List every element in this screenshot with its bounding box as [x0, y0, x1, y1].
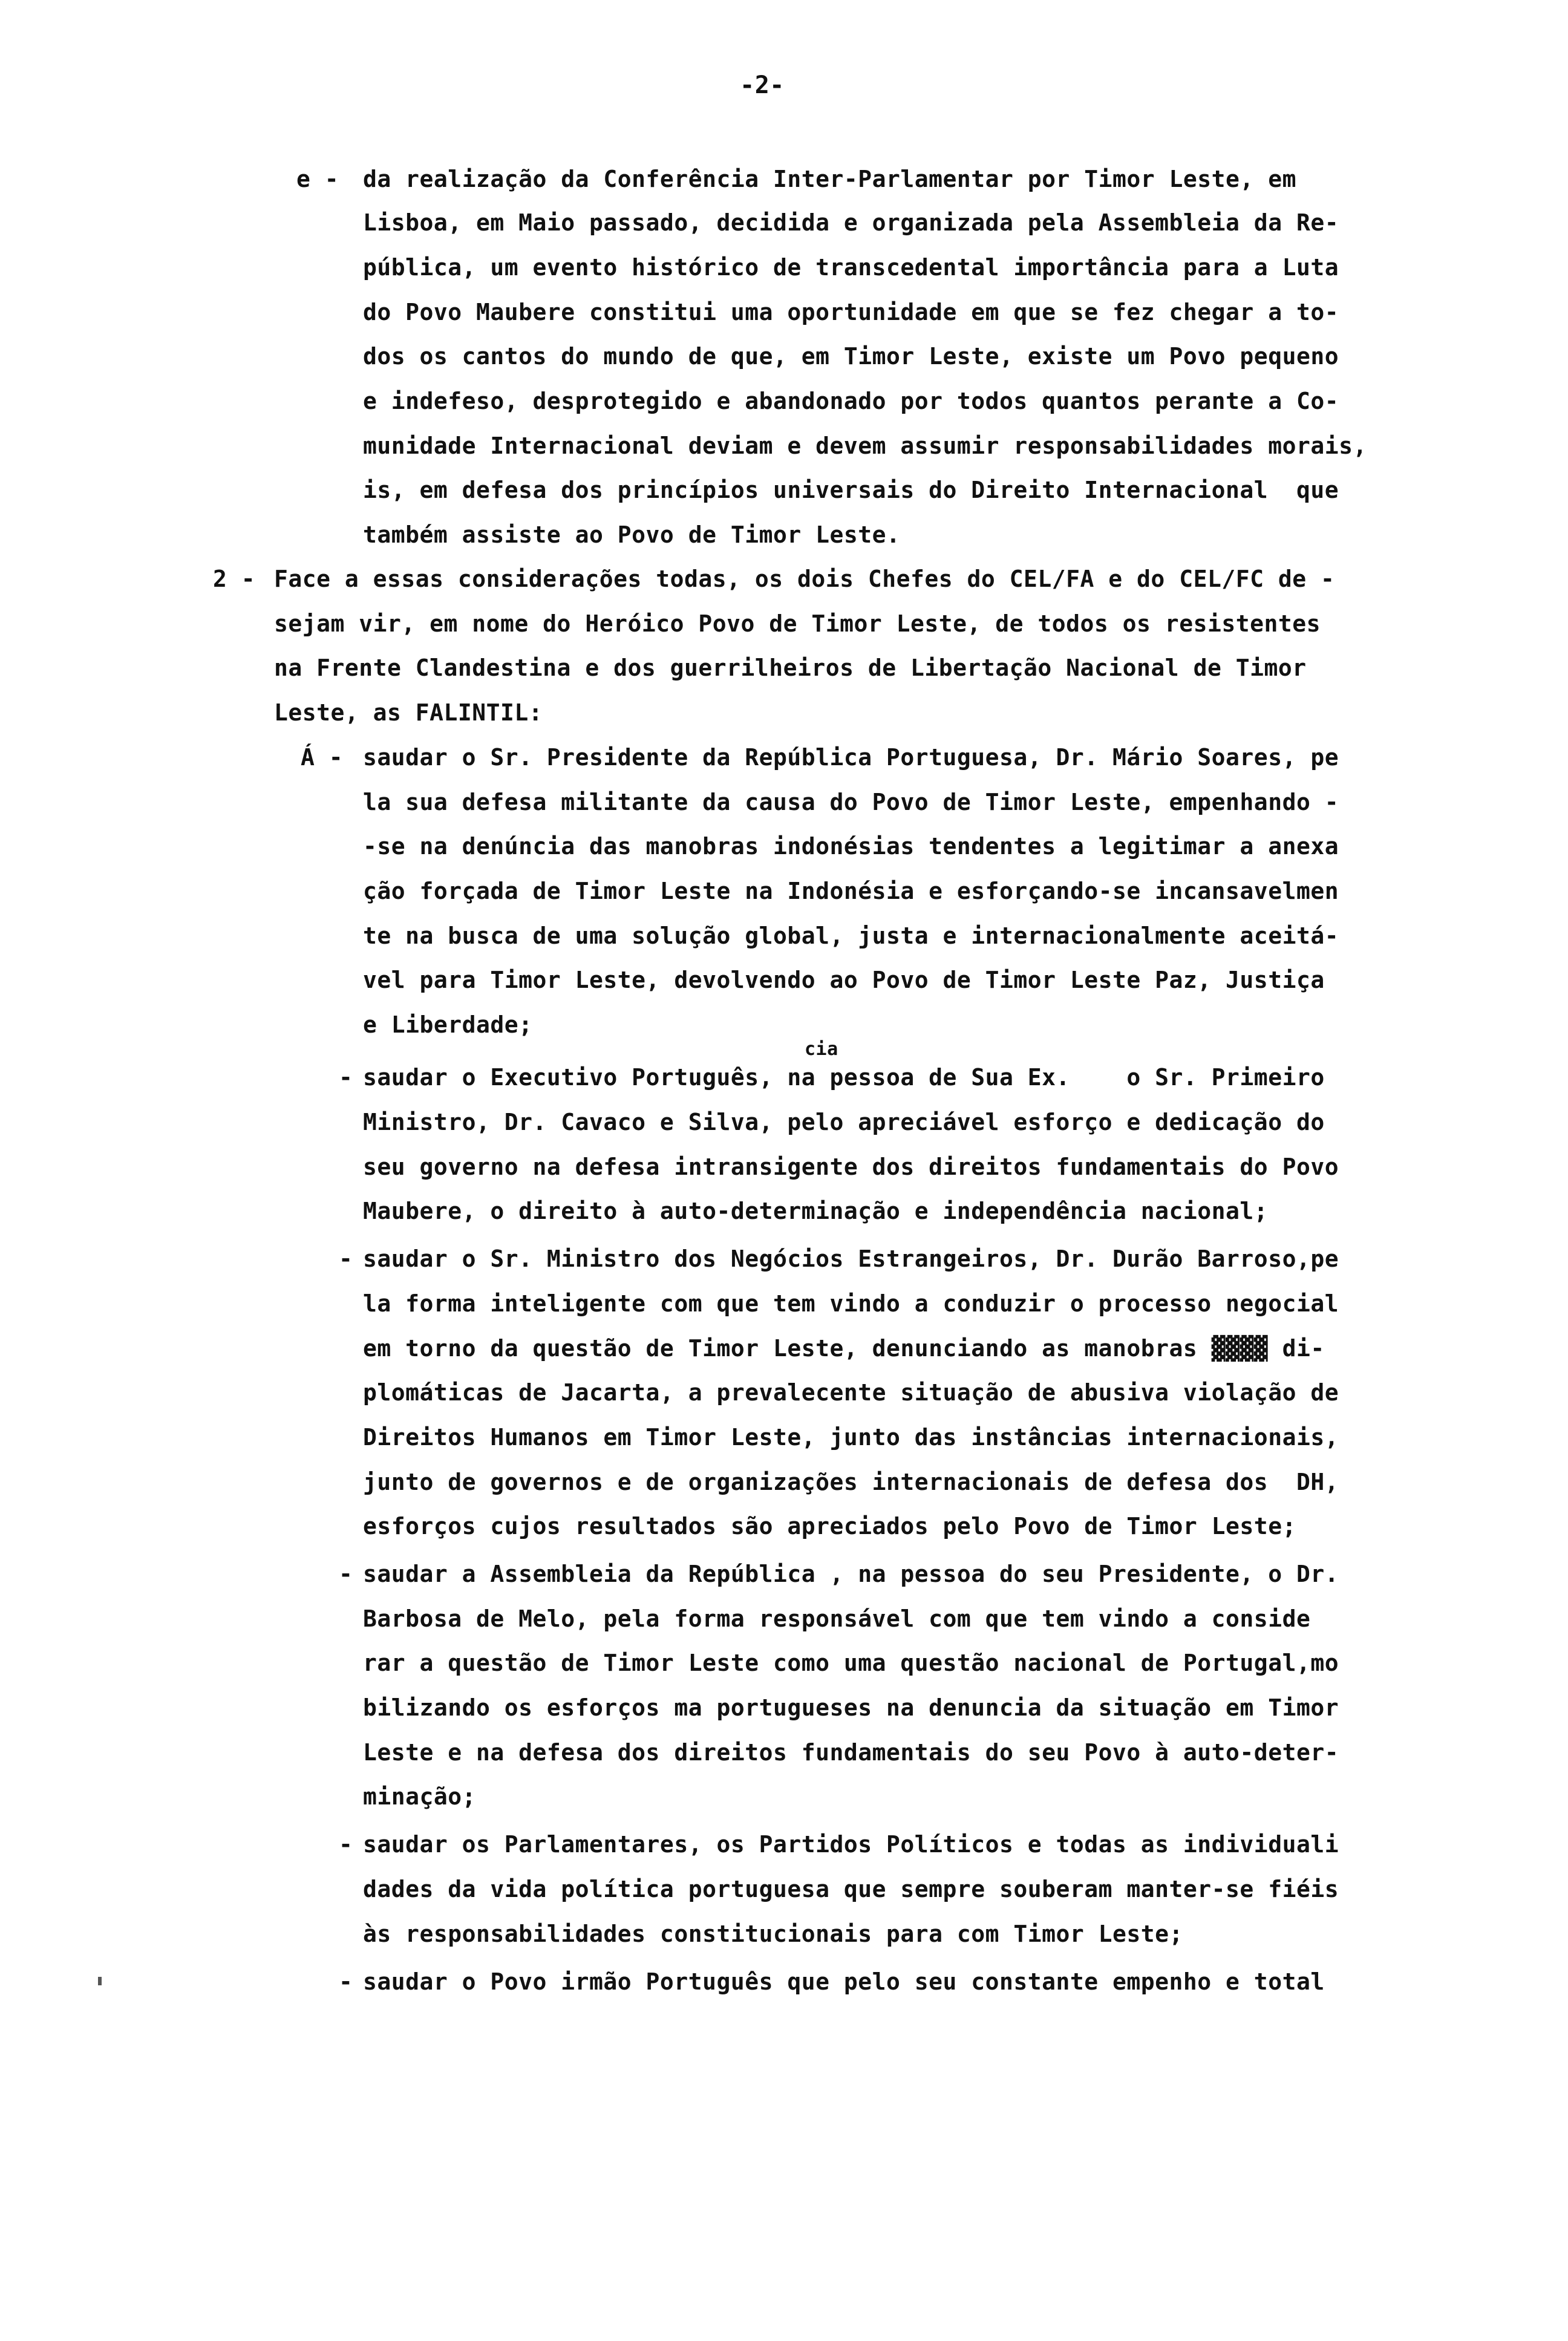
salute-line: junto de governos e de organizações internacionais de defesa dos DH,	[363, 1469, 1339, 1495]
item-e-line: pública, um evento histórico de transcedental importância para a Luta	[363, 254, 1339, 281]
salute-line: minação;	[363, 1783, 477, 1810]
salute-line: te na busca de uma solução global, justa e internacionalmente aceitá-	[363, 922, 1339, 949]
item-e-line: da realização da Conferência Inter-Parlamentar por Timor Leste, em	[363, 166, 1296, 192]
item-e-line: Lisboa, em Maio passado, decidida e organizada pela Assembleia da Re-	[363, 209, 1339, 236]
salute-line: Direitos Humanos em Timor Leste, junto das instâncias internacionais,	[363, 1424, 1339, 1451]
salute-line: saudar o Sr. Ministro dos Negócios Estrangeiros, Dr. Durão Barroso,pe	[363, 1246, 1339, 1272]
salute-marker: -	[339, 1246, 353, 1272]
salute-line: bilizando os esforços ma portugueses na denuncia da situação em Timor	[363, 1694, 1339, 1721]
item-2-line: Face a essas considerações todas, os dois Chefes do CEL/FA e do CEL/FC de -	[274, 566, 1335, 592]
salute-marker: -	[339, 1831, 353, 1858]
salute-line: vel para Timor Leste, devolvendo ao Povo de Timor Leste Paz, Justiça	[363, 967, 1325, 993]
salute-line: la sua defesa militante da causa do Povo de Timor Leste, empenhando -	[363, 789, 1339, 815]
salute-line: Ministro, Dr. Cavaco e Silva, pelo apreciável esforço e dedicação do	[363, 1109, 1325, 1135]
item-e-line: e indefeso, desprotegido e abandonado por todos quantos perante a Co-	[363, 388, 1339, 414]
item-e-line: dos os cantos do mundo de que, em Timor Leste, existe um Povo pequeno	[363, 343, 1339, 370]
salute-line: Leste e na defesa dos direitos fundamentais do seu Povo à auto-deter-	[363, 1739, 1339, 1766]
item-e-line: munidade Internacional deviam e devem assumir responsabilidades morais,	[363, 433, 1367, 459]
item-2-marker: 2 -	[213, 566, 256, 592]
salute-line: Barbosa de Melo, pela forma responsável com que tem vindo a conside	[363, 1605, 1311, 1632]
salute-line: saudar a Assembleia da República , na pessoa do seu Presidente, o Dr.	[363, 1561, 1339, 1587]
salute-line: -se na denúncia das manobras indonésias tendentes a legitimar a anexa	[363, 833, 1339, 860]
salute-marker: -	[339, 1561, 353, 1587]
salute-line: dades da vida política portuguesa que sempre souberam manter-se fiéis	[363, 1876, 1339, 1902]
superscript: cia	[805, 1039, 838, 1060]
item-e-line: do Povo Maubere constitui uma oportunidade em que se fez chegar a to-	[363, 299, 1339, 325]
item-2-line: Leste, as FALINTIL:	[274, 699, 543, 726]
item-2-line: sejam vir, em nome do Heróico Povo de Timor Leste, de todos os resistentes	[274, 610, 1321, 637]
salute-line: plomáticas de Jacarta, a prevalecente situação de abusiva violação de	[363, 1379, 1339, 1406]
salute-line: la forma inteligente com que tem vindo a conduzir o processo negocial	[363, 1290, 1339, 1317]
scan-speck	[98, 1977, 102, 1985]
salute-line: às responsabilidades constitucionais para com Timor Leste;	[363, 1921, 1183, 1947]
salute-line: saudar o Executivo Português, na pessoa de Sua Ex. o Sr. Primeiro	[363, 1064, 1325, 1091]
salute-line: e Liberdade;	[363, 1011, 533, 1038]
salute-line: saudar o Sr. Presidente da República Portuguesa, Dr. Mário Soares, pe	[363, 744, 1339, 771]
salute-line: saudar os Parlamentares, os Partidos Políticos e todas as individuali	[363, 1831, 1339, 1858]
page-number: -2-	[740, 71, 785, 99]
salute-line: rar a questão de Timor Leste como uma questão nacional de Portugal,mo	[363, 1650, 1339, 1676]
salute-line: saudar o Povo irmão Português que pelo seu constante empenho e total	[363, 1968, 1325, 1995]
salute-line: Maubere, o direito à auto-determinação e independência nacional;	[363, 1198, 1269, 1224]
salute-marker: Á -	[301, 744, 344, 771]
salute-marker: -	[339, 1968, 353, 1995]
item-e-line: também assiste ao Povo de Timor Leste.	[363, 521, 901, 548]
salute-line: seu governo na defesa intransigente dos direitos fundamentais do Povo	[363, 1154, 1339, 1180]
item-e-marker: e -	[296, 166, 339, 192]
salute-line: esforços cujos resultados são apreciados pelo Povo de Timor Leste;	[363, 1513, 1296, 1539]
salute-marker: -	[339, 1064, 353, 1091]
item-2-line: na Frente Clandestina e dos guerrilheiros de Libertação Nacional de Timor	[274, 655, 1307, 681]
salute-line: em torno da questão de Timor Leste, denunciando as manobras ▓▓▓▓ di-	[363, 1335, 1325, 1362]
item-e-line: is, em defesa dos princípios universais do Direito Internacional que	[363, 477, 1339, 503]
salute-line: ção forçada de Timor Leste na Indonésia e esforçando-se incansavelmen	[363, 878, 1339, 904]
